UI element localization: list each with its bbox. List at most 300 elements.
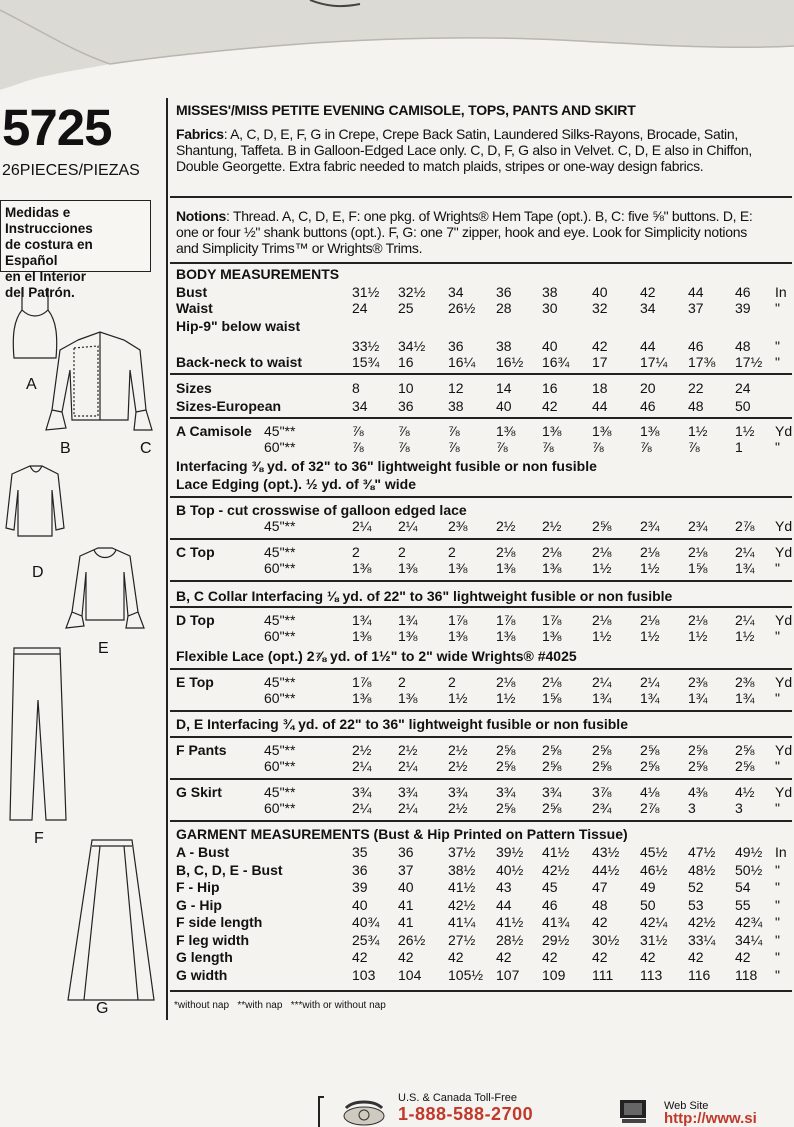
table-cell: 42 <box>640 949 656 965</box>
notions-line-3: and Simplicity Trims™ or Wrights® Trims. <box>176 240 423 256</box>
table-cell: 1¾ <box>592 690 612 706</box>
table-cell: 1½ <box>496 690 516 706</box>
table-cell: 40 <box>496 398 512 414</box>
table-cell: 2¼ <box>592 674 612 690</box>
table-cell: 2 <box>448 544 456 560</box>
table-cell: 36 <box>448 338 464 354</box>
notions-line-2: one or four ½" shank buttons (opt.). F, G: one 7" zipper, hook and eye. Look for Simplicity notions <box>176 224 747 240</box>
table-row <box>0 300 794 316</box>
table-row <box>0 284 794 300</box>
table-cell: ⅞ <box>352 439 364 455</box>
fabric-width: 45"** <box>264 544 296 560</box>
fabric-width: 45"** <box>264 784 296 800</box>
unit-label: " <box>775 690 780 706</box>
row-label: F - Hip <box>176 879 220 895</box>
table-cell: 42 <box>592 949 608 965</box>
table-cell: 35 <box>352 844 368 860</box>
table-cell: 2⅛ <box>592 612 612 628</box>
table-cell: 48 <box>735 338 751 354</box>
row-label: F Pants <box>176 742 227 758</box>
table-cell: 34 <box>352 398 368 414</box>
table-cell: 2¼ <box>398 758 418 774</box>
table-cell: 44½ <box>592 861 620 878</box>
table-cell: 41¾ <box>542 914 570 930</box>
table-cell: 50 <box>640 896 656 913</box>
table-cell: 44 <box>496 896 512 913</box>
unit-label: " <box>775 338 780 354</box>
row-label: G - Hip <box>176 896 222 913</box>
table-cell: 1⅜ <box>398 560 418 576</box>
table-cell: 12 <box>448 380 464 396</box>
table-cell: 1½ <box>735 628 755 644</box>
table-cell: 37 <box>398 861 414 878</box>
table-cell: 40 <box>352 896 368 913</box>
table-row <box>0 544 794 560</box>
table-cell: 1 <box>735 439 743 455</box>
view-label-f: F <box>34 830 44 847</box>
table-cell: 2½ <box>448 800 468 816</box>
table-cell: 2½ <box>496 518 516 534</box>
unit-label: " <box>775 758 780 774</box>
table-row <box>0 758 794 774</box>
table-cell: 2⅜ <box>688 674 708 690</box>
table-cell: 14 <box>496 380 512 396</box>
table-cell: 45½ <box>640 844 668 860</box>
row-label: D Top <box>176 612 215 628</box>
table-cell: 34½ <box>398 338 426 354</box>
divider <box>170 538 792 540</box>
row-label: B, C, D, E - Bust <box>176 861 283 878</box>
table-cell: 16½ <box>496 354 524 370</box>
table-cell: 1¾ <box>640 690 660 706</box>
table-cell: ⅞ <box>352 423 364 439</box>
fabric-width: 60"** <box>264 800 296 816</box>
unit-label: Yd <box>775 612 793 628</box>
table-cell: 43½ <box>592 844 620 860</box>
table-cell: 2⅞ <box>735 518 755 534</box>
table-cell: 40 <box>398 879 414 895</box>
table-row <box>0 354 794 370</box>
table-cell: 42 <box>688 949 704 965</box>
interfacing-a-note: Interfacing ⅜ yd. of 32" to 36" lightweight fusible or non fusible <box>176 458 597 474</box>
row-label: G Skirt <box>176 784 222 800</box>
table-cell: 1⅜ <box>496 560 516 576</box>
lace-edging-note: Lace Edging (opt.). ½ yd. of ⅜" wide <box>176 476 416 492</box>
fabrics-line-2: Shantung, Taffeta. B in Galloon-Edged Lace only. C, D, F, G also in Velvet. C, D, E also in Chiffon, <box>176 142 752 158</box>
table-row <box>0 967 794 983</box>
table-cell: 1⅜ <box>542 423 562 439</box>
nap-footnote: *without nap **with nap ***with or without nap <box>174 1000 386 1011</box>
table-cell: 109 <box>542 966 566 983</box>
table-cell: 3¾ <box>542 784 562 800</box>
table-cell: 1¾ <box>735 690 755 706</box>
divider <box>170 373 792 375</box>
table-cell: 1⅜ <box>352 628 372 644</box>
table-row <box>0 914 794 930</box>
table-cell: 44 <box>592 398 608 414</box>
fabric-width: 45"** <box>264 518 296 534</box>
table-cell: 42 <box>735 949 751 965</box>
table-cell: 42¼ <box>640 914 668 930</box>
table-cell: 28½ <box>496 931 524 948</box>
table-cell: ⅞ <box>398 439 410 455</box>
table-cell: 17⅜ <box>688 354 716 370</box>
table-cell: 30 <box>542 300 558 316</box>
table-cell: ⅞ <box>542 439 554 455</box>
table-cell: 3⅞ <box>592 784 612 800</box>
unit-label: " <box>775 966 780 983</box>
row-label: E Top <box>176 674 214 690</box>
table-cell: 2⅛ <box>496 674 516 690</box>
spanish-line-4: del Patrón. <box>5 285 75 300</box>
table-cell: 2⅜ <box>735 674 755 690</box>
view-label-e: E <box>98 640 109 657</box>
table-cell: ⅞ <box>688 439 700 455</box>
row-label: Sizes-European <box>176 398 282 414</box>
table-cell: 38½ <box>448 861 476 878</box>
table-row <box>0 862 794 878</box>
table-cell: 2⅝ <box>496 742 516 758</box>
table-cell: 16¼ <box>448 354 476 370</box>
table-cell: 37½ <box>448 844 476 860</box>
table-row <box>0 380 794 396</box>
unit-label: In <box>775 844 787 860</box>
table-row <box>0 398 794 414</box>
table-cell: 2⅝ <box>688 758 708 774</box>
table-cell: 33½ <box>352 338 380 354</box>
table-cell: 41 <box>398 896 414 913</box>
unit-label: " <box>775 628 780 644</box>
unit-label: " <box>775 949 780 965</box>
table-row <box>0 932 794 948</box>
unit-label: " <box>775 861 780 878</box>
table-cell: 2¼ <box>640 674 660 690</box>
view-label-a: A <box>26 376 37 393</box>
unit-label: " <box>775 560 780 576</box>
table-cell: 40 <box>542 338 558 354</box>
table-cell: 10 <box>398 380 414 396</box>
table-cell: 2¾ <box>688 518 708 534</box>
table-cell: 2⅛ <box>688 612 708 628</box>
table-cell: 1⅜ <box>640 423 660 439</box>
table-cell: 3 <box>735 800 743 816</box>
table-cell: 1⅜ <box>352 560 372 576</box>
table-cell: 2⅝ <box>592 742 612 758</box>
table-cell: 39½ <box>496 844 524 860</box>
table-cell: 2⅛ <box>640 544 660 560</box>
table-cell: 42 <box>592 914 608 930</box>
table-cell: 54 <box>735 879 751 895</box>
table-cell: 42 <box>542 949 558 965</box>
table-cell: 36 <box>398 844 414 860</box>
table-cell: 1⅜ <box>398 628 418 644</box>
table-cell: 45 <box>542 879 558 895</box>
row-label: Back-neck to waist <box>176 354 303 370</box>
table-cell: 29½ <box>542 931 570 948</box>
table-cell: 43 <box>496 879 512 895</box>
fabrics-label: Fabrics <box>176 126 224 142</box>
telephone-icon <box>340 1098 388 1126</box>
spanish-line-2: de costura en Español <box>5 237 93 268</box>
computer-icon <box>618 1098 650 1124</box>
table-cell: 107 <box>496 966 520 983</box>
table-cell: 4⅜ <box>688 784 708 800</box>
table-cell: 1⅞ <box>542 612 562 628</box>
table-cell: 2 <box>448 674 456 690</box>
table-cell: 2⅝ <box>640 742 660 758</box>
table-cell: 2⅛ <box>688 544 708 560</box>
table-cell: 1⅝ <box>542 690 562 706</box>
divider <box>170 580 792 582</box>
row-label: Bust <box>176 284 208 300</box>
table-cell: 1⅜ <box>542 628 562 644</box>
table-cell: 1⅜ <box>448 560 468 576</box>
table-cell: 3¾ <box>496 784 516 800</box>
table-cell: 42 <box>352 949 368 965</box>
table-cell: 2⅝ <box>735 758 755 774</box>
table-cell: 2¼ <box>398 800 418 816</box>
table-cell: 40½ <box>496 861 524 878</box>
row-label: Hip-9" below waist <box>176 318 301 334</box>
divider <box>170 606 792 608</box>
table-cell: 116 <box>688 966 711 983</box>
table-cell: 55 <box>735 896 751 913</box>
table-cell: 48 <box>688 398 704 414</box>
table-cell: 16 <box>398 354 414 370</box>
website-url[interactable]: http://www.si <box>664 1110 757 1127</box>
b-top-header: B Top - cut crosswise of galloon edged lace <box>176 502 467 518</box>
table-cell: 4½ <box>735 784 755 800</box>
pieces-count: 26PIECES/PIEZAS <box>2 162 140 179</box>
table-cell: 2⅛ <box>496 544 516 560</box>
unit-label: In <box>775 284 787 300</box>
phone-number[interactable]: 1-888-588-2700 <box>398 1104 534 1124</box>
table-row <box>0 560 794 576</box>
table-cell: 3¾ <box>448 784 468 800</box>
table-cell: 17 <box>592 354 608 370</box>
unit-label: Yd <box>775 544 793 560</box>
phone-label: U.S. & Canada Toll-Free <box>398 1092 518 1104</box>
table-cell: 118 <box>735 966 758 983</box>
unit-label: Yd <box>775 518 793 534</box>
fabric-width: 60"** <box>264 560 296 576</box>
table-cell: 3 <box>688 800 696 816</box>
table-cell: 1⅜ <box>542 560 562 576</box>
table-row <box>0 844 794 860</box>
fabric-width: 45"** <box>264 674 296 690</box>
table-cell: 2⅝ <box>496 800 516 816</box>
divider <box>170 710 792 712</box>
table-cell: 44 <box>688 284 704 300</box>
table-cell: 2⅛ <box>592 544 612 560</box>
table-row <box>0 879 794 895</box>
unit-label: " <box>775 439 780 455</box>
table-cell: 39 <box>352 879 368 895</box>
table-cell: 2⅛ <box>542 544 562 560</box>
table-cell: 36 <box>352 861 368 878</box>
table-cell: 49½ <box>735 844 763 860</box>
table-cell: 24 <box>352 300 368 316</box>
table-cell: 103 <box>352 966 376 983</box>
divider <box>170 417 792 419</box>
table-cell: 16¾ <box>542 354 570 370</box>
divider <box>170 820 792 822</box>
table-row <box>0 897 794 913</box>
table-cell: 38 <box>542 284 558 300</box>
table-cell: 15¾ <box>352 354 380 370</box>
table-cell: ⅞ <box>448 439 460 455</box>
table-cell: 25 <box>398 300 414 316</box>
unit-label: " <box>775 914 780 930</box>
row-label: G length <box>176 949 233 965</box>
table-cell: 2⅝ <box>592 758 612 774</box>
row-label: F leg width <box>176 931 250 948</box>
fabrics-line-1: : A, C, D, E, F, G in Crepe, Crepe Back Satin, Laundered Silks-Rayons, Brocade, Satin, <box>223 126 738 142</box>
table-cell: 46½ <box>640 861 668 878</box>
table-cell: 2⅜ <box>448 518 468 534</box>
unit-label: Yd <box>775 674 793 690</box>
table-cell: 42 <box>448 949 464 965</box>
table-cell: 2¾ <box>640 518 660 534</box>
table-cell: 1¾ <box>688 690 708 706</box>
row-label: G width <box>176 966 228 983</box>
table-cell: 2¼ <box>398 518 418 534</box>
unit-label: " <box>775 896 780 913</box>
table-row <box>0 784 794 800</box>
row-label: A - Bust <box>176 844 230 860</box>
table-cell: 1¾ <box>352 612 372 628</box>
table-row <box>0 800 794 816</box>
table-cell: 2½ <box>542 518 562 534</box>
table-row <box>0 518 794 534</box>
table-cell: 26½ <box>448 300 476 316</box>
table-cell: 38 <box>448 398 464 414</box>
table-cell: 1⅜ <box>352 690 372 706</box>
unit-label: " <box>775 354 780 370</box>
table-cell: 34¼ <box>735 931 763 948</box>
unit-label: " <box>775 879 780 895</box>
table-cell: 47 <box>592 879 608 895</box>
table-cell: 36 <box>398 398 414 414</box>
table-cell: 1½ <box>735 423 755 439</box>
table-cell: 17¼ <box>640 354 668 370</box>
table-cell: 2¼ <box>735 544 755 560</box>
table-cell: 25¾ <box>352 931 380 948</box>
unit-label: Yd <box>775 742 793 758</box>
table-cell: 46 <box>735 284 751 300</box>
table-cell: 34 <box>448 284 464 300</box>
table-cell: 1½ <box>688 628 708 644</box>
table-cell: 1⅜ <box>448 628 468 644</box>
table-cell: 1⅜ <box>496 423 516 439</box>
table-cell: ⅞ <box>640 439 652 455</box>
table-cell: 30½ <box>592 931 620 948</box>
row-label: Sizes <box>176 380 212 396</box>
table-cell: 37 <box>688 300 704 316</box>
table-cell: 1⅞ <box>352 674 372 690</box>
table-row <box>0 423 794 439</box>
table-cell: 40¾ <box>352 914 380 930</box>
table-cell: 46 <box>542 896 558 913</box>
divider <box>170 668 792 670</box>
table-cell: 1⅜ <box>592 423 612 439</box>
table-cell: 2½ <box>448 742 468 758</box>
table-cell: 2⅝ <box>542 800 562 816</box>
row-label: Waist <box>176 300 213 316</box>
row-label: A Camisole <box>176 423 252 439</box>
table-cell: 41½ <box>448 879 476 895</box>
body-measurements-header: BODY MEASUREMENTS <box>176 266 340 282</box>
table-cell: 1½ <box>592 628 612 644</box>
unit-label: " <box>775 931 780 948</box>
table-row <box>0 338 794 354</box>
table-cell: 1⅜ <box>496 628 516 644</box>
table-cell: 2¼ <box>352 758 372 774</box>
table-cell: 31½ <box>640 931 668 948</box>
table-row <box>0 690 794 706</box>
table-cell: 40 <box>592 284 608 300</box>
table-cell: 1¾ <box>735 560 755 576</box>
table-cell: 2¼ <box>735 612 755 628</box>
table-cell: 42 <box>542 398 558 414</box>
table-cell: ⅞ <box>398 423 410 439</box>
table-cell: 104 <box>398 966 422 983</box>
table-cell: 41 <box>398 914 414 930</box>
table-cell: 39 <box>735 300 751 316</box>
view-label-b: B <box>60 440 71 457</box>
table-cell: 1⅞ <box>448 612 468 628</box>
table-cell: ⅞ <box>496 439 508 455</box>
table-cell: 2⅞ <box>640 800 660 816</box>
table-cell: 47½ <box>688 844 716 860</box>
table-cell: 1½ <box>448 690 468 706</box>
table-cell: 41½ <box>496 914 524 930</box>
table-cell: 2½ <box>448 758 468 774</box>
table-cell: 42 <box>496 949 512 965</box>
row-label: F side length <box>176 914 263 930</box>
table-cell: 52 <box>688 879 704 895</box>
table-cell: 42 <box>640 284 656 300</box>
unit-label: Yd <box>775 784 793 800</box>
view-label-c: C <box>140 440 152 457</box>
table-cell: 24 <box>735 380 751 396</box>
spanish-line-3: en el Interior <box>5 269 87 284</box>
table-cell: 46 <box>640 398 656 414</box>
table-cell: 4⅛ <box>640 784 660 800</box>
table-cell: 2½ <box>352 742 372 758</box>
table-cell: 49 <box>640 879 656 895</box>
notions-line-1: : Thread. A, C, D, E, F: one pkg. of Wrights® Hem Tape (opt.). B, C: five ⅝" buttons. D, E: <box>226 208 753 224</box>
table-row <box>0 742 794 758</box>
table-cell: 42 <box>592 338 608 354</box>
table-cell: 33¼ <box>688 931 716 948</box>
table-cell: 2⅛ <box>542 674 562 690</box>
table-cell: 1½ <box>688 423 708 439</box>
table-cell: 2⅝ <box>688 742 708 758</box>
de-interfacing-note: D, E Interfacing ¾ yd. of 22" to 36" lightweight fusible or non fusible <box>176 716 628 732</box>
fabric-width: 60"** <box>264 439 296 455</box>
table-cell: 34 <box>640 300 656 316</box>
row-label: C Top <box>176 544 215 560</box>
table-cell: 111 <box>592 966 614 983</box>
table-cell: 17½ <box>735 354 763 370</box>
table-cell: 2 <box>352 544 360 560</box>
table-cell: 32 <box>592 300 608 316</box>
table-cell: 2⅝ <box>542 758 562 774</box>
pattern-number: 5725 <box>2 99 112 156</box>
table-cell: 20 <box>640 380 656 396</box>
table-cell: 105½ <box>448 966 484 983</box>
